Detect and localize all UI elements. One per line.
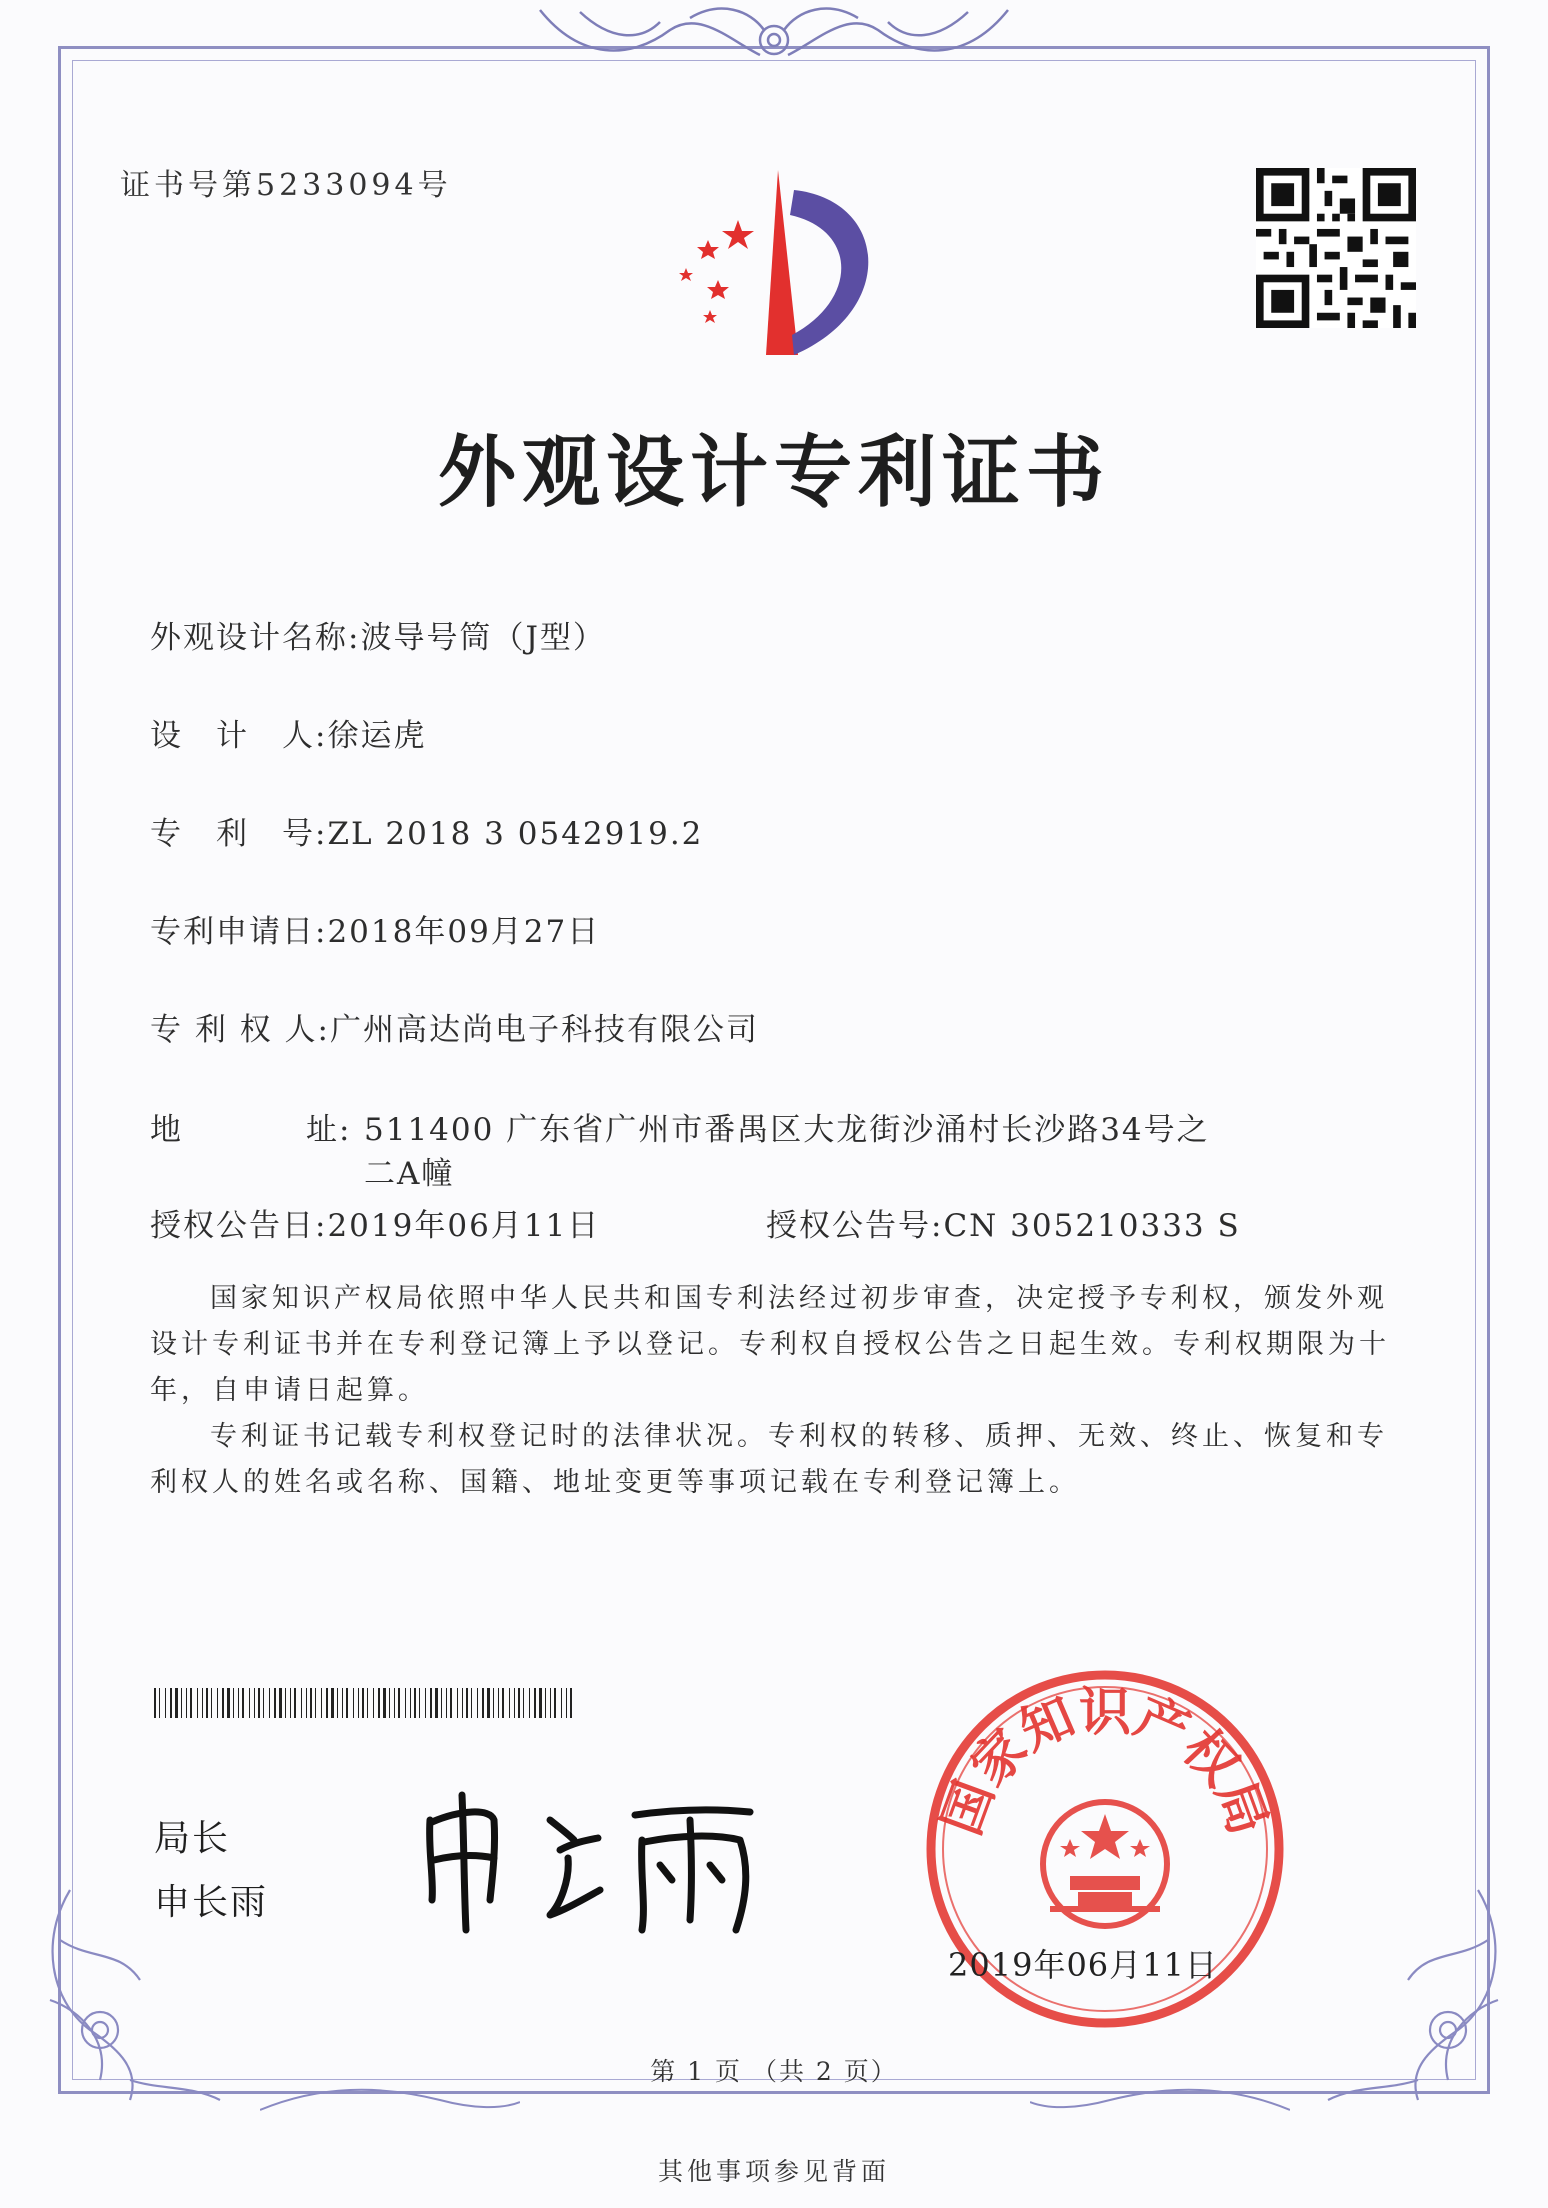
grant-number-value: CN 305210333 S bbox=[943, 1208, 1241, 1244]
barcode bbox=[154, 1688, 572, 1718]
patent-number-value: ZL 2018 3 0542919.2 bbox=[327, 816, 704, 852]
director-name: 申长雨 bbox=[154, 1882, 269, 1923]
grant-date-row bbox=[150, 1200, 600, 1245]
page-number: 第 1 页 （共 2 页） bbox=[650, 2057, 898, 2086]
patentee-value: 广州高达尚电子科技有限公司 bbox=[330, 1012, 760, 1048]
grant-number-label: 授权公告号: bbox=[766, 1208, 944, 1244]
body-text bbox=[150, 1276, 1390, 1506]
director-title: 局长 bbox=[154, 1818, 231, 1859]
address-label-part1: 地 bbox=[150, 1112, 183, 1148]
design-name-value: 波导号筒（J型） bbox=[360, 620, 606, 656]
cnipa-logo-icon bbox=[658, 160, 898, 360]
address-label-part2: 址: bbox=[306, 1112, 352, 1148]
designer-label: 设 计 人: bbox=[150, 718, 328, 754]
grant-date-label: 授权公告日: bbox=[150, 1208, 328, 1244]
svg-text:国家知识产权局: 国家知识产权局 bbox=[931, 1682, 1279, 1843]
design-name-row bbox=[150, 612, 606, 657]
filing-date-row bbox=[150, 906, 600, 951]
patentee-label: 专 利 权 人: bbox=[150, 1012, 331, 1048]
grant-number-row bbox=[766, 1200, 1241, 1245]
designer-row bbox=[150, 710, 426, 755]
patentee-row bbox=[150, 1004, 759, 1049]
top-ornament bbox=[520, 0, 1028, 80]
designer-value: 徐运虎 bbox=[327, 718, 427, 754]
design-name-label: 外观设计名称: bbox=[150, 620, 361, 656]
handwritten-signature bbox=[410, 1780, 780, 1940]
patent-number-label: 专 利 号: bbox=[150, 816, 328, 852]
seal-date: 2019年06月11日 bbox=[948, 1946, 1218, 1984]
filing-date-value: 2018年09月27日 bbox=[327, 914, 601, 950]
back-note: 其他事项参见背面 bbox=[657, 2157, 890, 2186]
grant-date-value: 2019年06月11日 bbox=[327, 1208, 601, 1244]
certificate-number: 证书号第5233094号 bbox=[120, 168, 452, 203]
address-line-1: 511400 广东省广州市番禺区大龙街沙涌村长沙路34号之 bbox=[364, 1112, 1210, 1148]
patent-number-row bbox=[150, 808, 703, 853]
address-line-2: 二A幢 bbox=[364, 1156, 455, 1192]
filing-date-label: 专利申请日: bbox=[150, 914, 328, 950]
qr-code-icon bbox=[1256, 168, 1416, 328]
body-paragraph-1: 国家知识产权局依照中华人民共和国专利法经过初步审查，决定授予专利权，颁发外观设计专利证书并在专利登记簿上予以登记。专利权自授权公告之日起生效。专利权期限为十年，自申请日起算。 bbox=[150, 1283, 1390, 1406]
body-paragraph-2: 专利证书记载专利权登记时的法律状况。专利权的转移、质押、无效、终止、恢复和专利权人的姓名或名称、国籍、地址变更等事项记载在专利登记簿上。 bbox=[150, 1421, 1388, 1498]
certificate-title: 外观设计专利证书 bbox=[437, 428, 1110, 518]
